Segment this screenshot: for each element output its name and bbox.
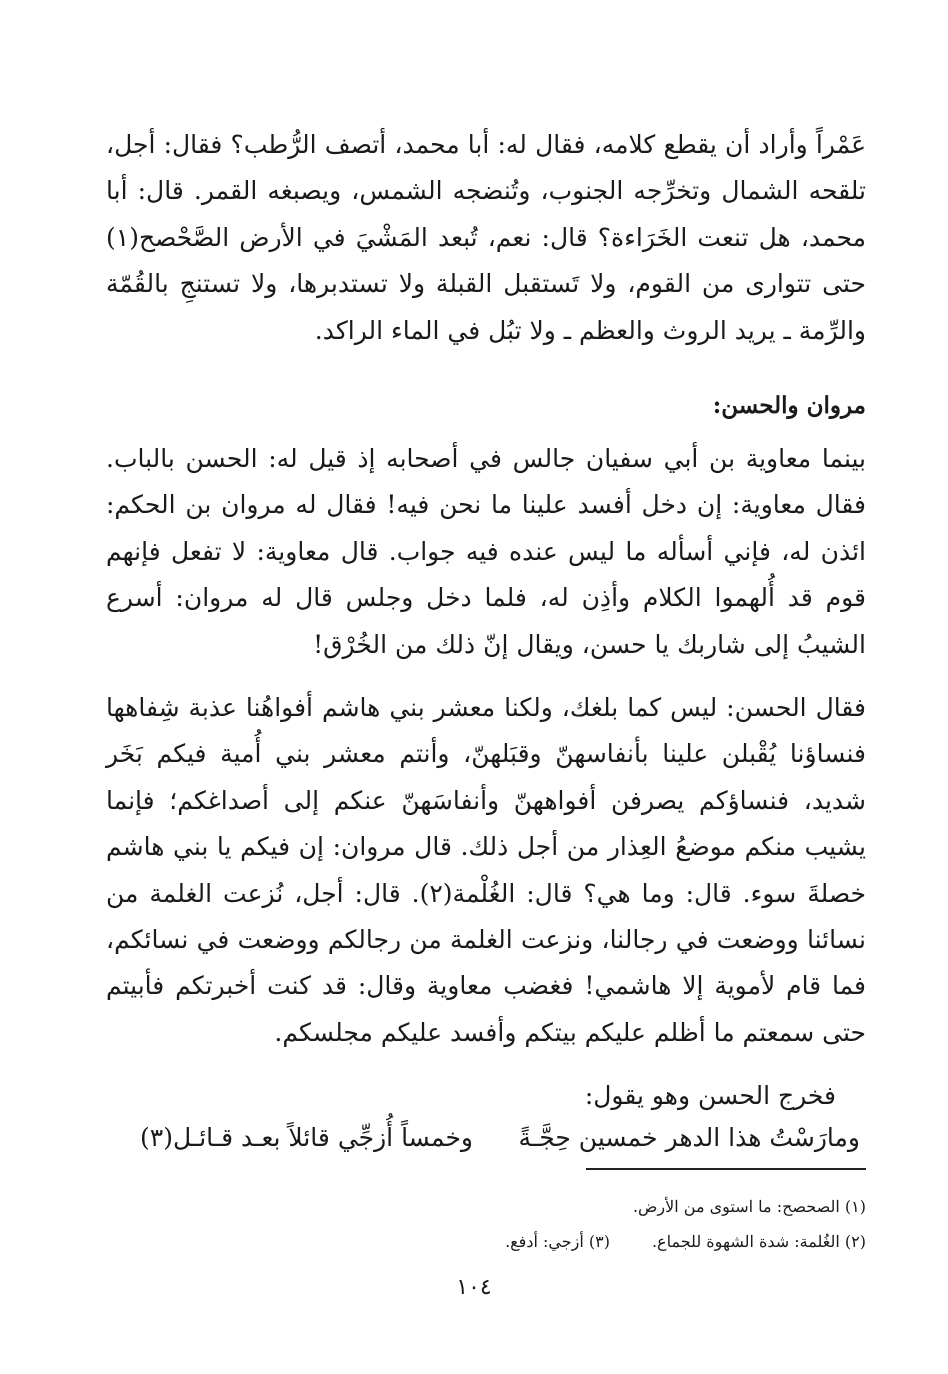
footnote-1: (١) الصحصح: ما استوى من الأرض. xyxy=(632,1197,866,1216)
page-number: ١٠٤ xyxy=(456,1275,492,1300)
footnote-separator xyxy=(586,1168,866,1170)
footnote-3: (٣) أزجي: أدفع. xyxy=(505,1232,610,1251)
verse-first-hemistich: ومارَسْتُ هذا الدهر خمسين حِجَّـةً xyxy=(518,1123,860,1152)
footnote-row xyxy=(300,1227,866,1257)
footnote-2: (٢) الغُلمة: شدة الشهوة للجماع. xyxy=(651,1232,866,1251)
paragraph-continuation: عَمْراً وأراد أن يقطع كلامه، فقال له: أبا محمد، أتصف الرُّطب؟ فقال: أجل، تلقحه الشمال وتخرِّجه الجنوب، وتُنضجه الشمس، ويصبغه القمر. قال: أبا محمد، هل تنعت الخَرَاءة؟ قال: نعم، تُبعد المَشْيَ في الأرض الصَّحْصح(١) حتى تتوارى من القوم، ولا تَستقبل القبلة ولا تستدبرها، ولا تستنجِ بالقُمّة والرِّمة ـ يريد الروث والعظم ـ ولا تبُل في الماء الراكد. xyxy=(106,130,866,345)
paragraph-hasan-reply: فقال الحسن: ليس كما بلغك، ولكنا معشر بني هاشم أفواهُنا عذبة شِفاهها فنساؤنا يُقْبلن علينا بأنفاسهنّ وقبَلهنّ، وأنتم معشر بني أُمية فيكم بَخَر شديد، فنساؤكم يصرفن أفواههنّ وأنفاسَهنّ عنكم إلى أصداغكم؛ فإنما يشيب منكم موضعُ العِذار من أجل ذلك. قال مروان: إن فيكم يا بني هاشم خصلةَ سوء. قال: وما هي؟ قال: الغُلْمة(٢). قال: أجل، نُزعت الغلمة من نسائنا ووضعت في رجالنا، ونزعت الغلمة من رجالكم ووضعت في نسائكم، فما قام لأموية إلا هاشمي! فغضب معاوية وقال: قد كنت أخبرتكم فأبيتم حتى سمعتم ما أظلم عليكم بيتكم وأفسد عليكم مجلسكم. xyxy=(106,693,867,1047)
paragraph-muawiya: بينما معاوية بن أبي سفيان جالس في أصحابه إذ قيل له: الحسن بالباب. فقال معاوية: إن دخل أفسد علينا ما نحن فيه! فقال له مروان بن الحكم: ائذن له، فإني أسأله ما ليس عنده فيه جواب. قال معاوية: لا تفعل فإنهم قوم قد أُلهموا الكلام وأذِن له، فلما دخل وجلس قال له مروان: أسرع الشيبُ إلى شاربك يا حسن، ويقال إنّ ذلك من الخُرْق! xyxy=(106,444,866,659)
section-heading: مروان والحسن: xyxy=(712,392,866,419)
verse-second-hemistich: وخمساً أُزجِّي قائلاً بعـد قـائـل(٣) xyxy=(140,1123,473,1152)
poetry-verse xyxy=(140,1118,860,1158)
verse-intro: فخرج الحسن وهو يقول: xyxy=(584,1081,836,1110)
